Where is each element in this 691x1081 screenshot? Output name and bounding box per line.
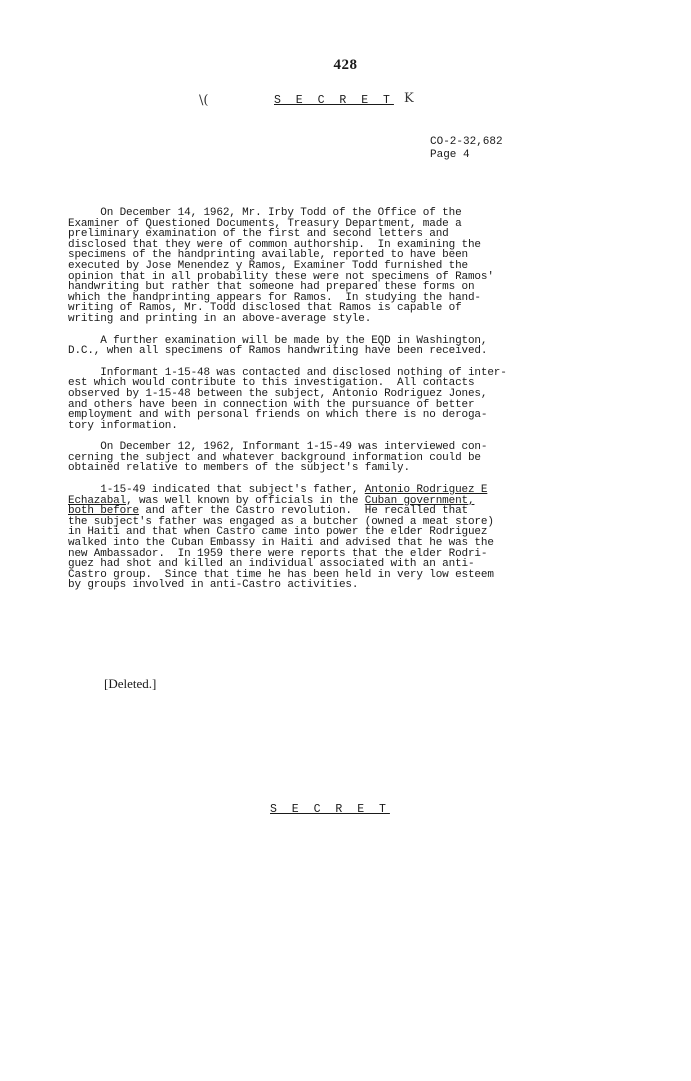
paragraph-father bbox=[68, 485, 568, 591]
paragraph: On December 14, 1962, Mr. Irby Todd of the Office of the Examiner of Questioned Documents, Treasury Department, made a preliminary examination of the first and second letters and disclosed that they were of common authorship. In examining the specimens of the handprinting available, reported to have been executed by Jose Menendez y Ramos, Examiner Todd furnished the opinion that in all probability these were not specimens of Ramos' handwriting but rather that someone had prepared these forms on which the handprinting appears for Ramos. In studying the hand- writing of Ramos, Mr. Todd disclosed that Ramos is capable of writing and printing in an above-average style. bbox=[68, 207, 494, 325]
text-span: and after the Castro revolution. He recalled that bbox=[138, 505, 468, 518]
both-before: both before bbox=[68, 505, 139, 518]
classification-footer: S E C R E T bbox=[270, 803, 390, 816]
father-name: Antonio Rodriguez E bbox=[364, 484, 488, 497]
classification-header: S E C R E T bbox=[274, 94, 394, 107]
file-reference bbox=[430, 136, 503, 162]
cuban-government: Cuban government, bbox=[364, 494, 475, 507]
paragraph-remaining: the subject's father was engaged as a butcher (owned a meat store) in Haiti and that when Castro came into power the elder Rodriguez walked into the Cuban Embassy in Haiti and advised that he was the new Ambassador. In 1959 there were reports that the elder Rodri- guez had shot and killed an individual associated with an anti- Castro group. Since that time he has been held in very low esteem by groups involved in anti-Castro activities. bbox=[68, 515, 494, 592]
paragraph: A further examination will be made by the EQD in Washington, D.C., when all specimens of Ramos handwriting have been received. bbox=[68, 334, 488, 358]
page-number: 428 bbox=[333, 57, 358, 73]
deleted-note: [Deleted.] bbox=[104, 676, 157, 691]
file-number: CO-2-32,682 bbox=[430, 136, 503, 148]
father-surname: Echazabal bbox=[68, 494, 127, 507]
margin-mark-left: \( bbox=[199, 93, 209, 108]
file-page: Page 4 bbox=[430, 149, 470, 161]
document-body bbox=[68, 208, 568, 602]
text-span: 1-15-49 indicated that subject's father, bbox=[68, 484, 365, 497]
paragraph: On December 12, 1962, Informant 1-15-49 was interviewed con- cerning the subject and whatever background information could be obtained relative to members of the subject's family. bbox=[68, 441, 488, 475]
margin-mark-right: K bbox=[404, 91, 414, 106]
paragraph: Informant 1-15-48 was contacted and disclosed nothing of inter- est which would contribute to this investigation. All contacts observed by 1-15-48 between the subject, Antonio Rodriguez Jones, and others have been in connection with the pursuance of better employment and with personal friends on which there is no deroga- tory information. bbox=[68, 366, 507, 432]
text-span: , was well known by officials in the bbox=[126, 494, 365, 507]
